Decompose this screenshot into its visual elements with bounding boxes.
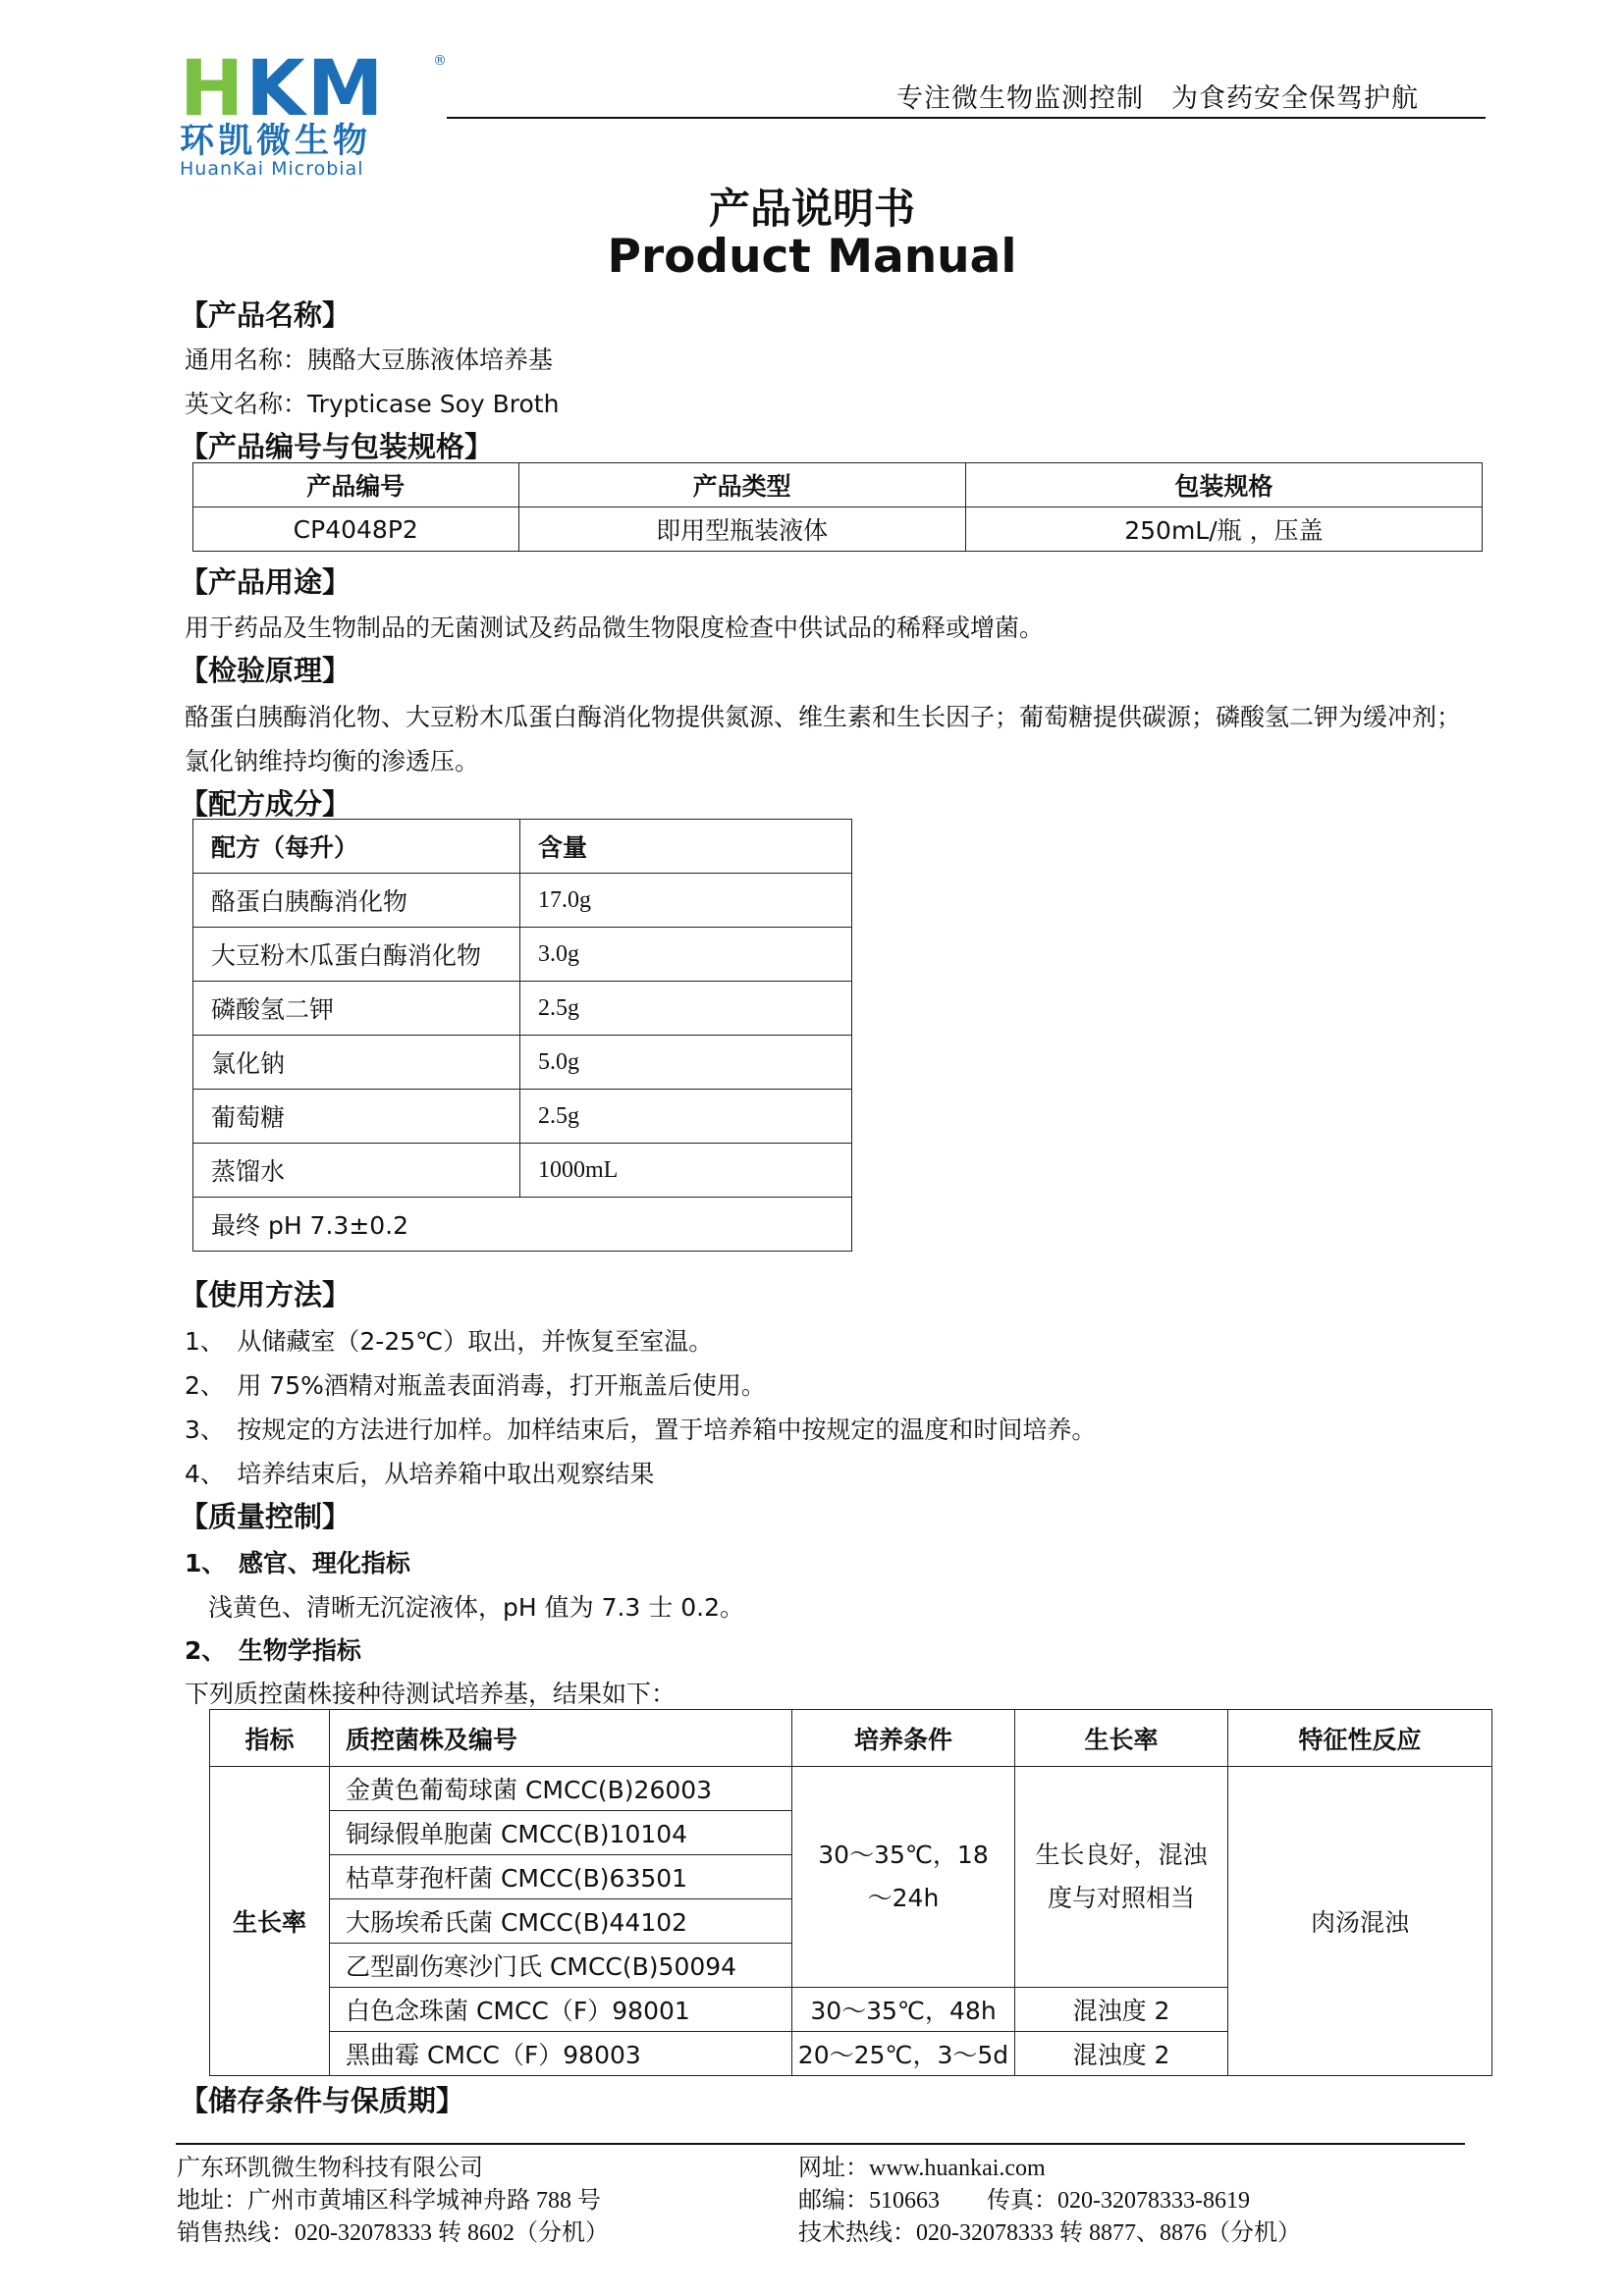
sensory-title: 1、 感官、理化指标 — [185, 1549, 410, 1577]
section-packaging: 【产品编号与包装规格】 — [180, 430, 494, 463]
method-step: 4、 培养结束后，从培养箱中取出观察结果 — [185, 1460, 655, 1488]
strain: 乙型副伤寒沙门氏 CMCC(B)50094 — [330, 1944, 792, 1988]
amount: 5.0g — [520, 1036, 852, 1090]
ingredient: 葡萄糖 — [193, 1090, 520, 1144]
growth-rate: 生长良好，混浊度与对照相当 — [1015, 1767, 1228, 1988]
title-english: Product Manual — [607, 230, 1017, 284]
ingredient: 氯化钠 — [193, 1036, 520, 1090]
english-name: 英文名称：Trypticase Soy Broth — [185, 390, 560, 418]
table-row — [193, 928, 852, 982]
logo-english-name: HuanKai Microbial — [180, 158, 364, 180]
amount: 2.5g — [520, 1090, 852, 1144]
title-chinese: 产品说明书 — [708, 185, 915, 233]
method-step: 1、 从储藏室（2-25℃）取出，并恢复至室温。 — [185, 1327, 714, 1356]
principle-line: 氯化钠维持均衡的渗透压。 — [185, 747, 480, 775]
growth-rate: 混浊度 2 — [1015, 2032, 1228, 2076]
footer-website: 网址：www.huankai.com — [798, 2156, 1046, 2181]
table-row — [193, 507, 1483, 552]
amount: 17.0g — [520, 874, 852, 928]
footer-company: 广东环凯微生物科技有限公司 — [177, 2156, 483, 2181]
footer-postcode-fax: 邮编：510663 传真：020-32078333-8619 — [798, 2188, 1250, 2214]
table-row — [193, 1198, 852, 1252]
sensory-text: 浅黄色、清晰无沉淀液体，pH 值为 7.3 士 0.2。 — [208, 1593, 744, 1622]
common-name: 通用名称：胰酪大豆胨液体培养基 — [185, 346, 554, 374]
section-principle: 【检验原理】 — [180, 654, 352, 687]
table-header: 质控菌株及编号 — [330, 1710, 792, 1767]
logo-chinese-name: 环凯微生物 — [180, 122, 372, 161]
strain: 金黄色葡萄球菌 CMCC(B)26003 — [330, 1767, 792, 1811]
table-header: 产品编号 — [193, 463, 519, 507]
section-usage: 【产品用途】 — [180, 565, 352, 599]
footer-divider — [176, 2143, 1465, 2145]
company-logo — [180, 45, 447, 180]
strain: 铜绿假单胞菌 CMCC(B)10104 — [330, 1811, 792, 1855]
table-header: 产品类型 — [518, 463, 965, 507]
packaging-table — [192, 462, 1483, 552]
culture-condition: 30～35℃，18～24h — [792, 1767, 1015, 1988]
product-code: CP4048P2 — [193, 507, 519, 552]
amount: 1000mL — [520, 1144, 852, 1198]
ingredient: 大豆粉木瓜蛋白酶消化物 — [193, 928, 520, 982]
method-step: 3、 按规定的方法进行加样。加样结束后，置于培养箱中按规定的温度和时间培养。 — [185, 1415, 1097, 1444]
table-row — [193, 982, 852, 1036]
ingredient: 磷酸氢二钾 — [193, 982, 520, 1036]
table-header: 配方（每升） — [193, 820, 520, 874]
amount: 2.5g — [520, 982, 852, 1036]
table-header: 指标 — [210, 1710, 330, 1767]
ingredient: 酪蛋白胰酶消化物 — [193, 874, 520, 928]
culture-condition: 30～35℃，48h — [792, 1988, 1015, 2032]
table-row — [210, 1767, 1492, 1811]
strain: 大肠埃希氏菌 CMCC(B)44102 — [330, 1899, 792, 1944]
amount: 3.0g — [520, 928, 852, 982]
section-quality: 【质量控制】 — [180, 1500, 352, 1533]
section-formula: 【配方成分】 — [180, 787, 352, 821]
characteristic-reaction: 肉汤混浊 — [1228, 1767, 1492, 2076]
table-header: 含量 — [520, 820, 852, 874]
table-header: 生长率 — [1015, 1710, 1228, 1767]
table-header: 特征性反应 — [1228, 1710, 1492, 1767]
table-row — [193, 1036, 852, 1090]
final-ph: 最终 pH 7.3±0.2 — [193, 1198, 852, 1252]
bio-intro: 下列质控菌株接种待测试培养基，结果如下： — [185, 1680, 677, 1708]
footer-address: 地址：广州市黄埔区科学城神舟路 788 号 — [177, 2188, 601, 2214]
ingredient: 蒸馏水 — [193, 1144, 520, 1198]
table-row — [193, 1090, 852, 1144]
package-spec: 250mL/瓶 ，压盖 — [965, 507, 1482, 552]
growth-rate: 混浊度 2 — [1015, 1988, 1228, 2032]
culture-condition: 20～25℃，3～5d — [792, 2032, 1015, 2076]
logo-mark: HKM — [180, 45, 386, 133]
footer-tech-hotline: 技术热线：020-32078333 转 8877、8876（分机） — [798, 2220, 1301, 2246]
usage-text: 用于药品及生物制品的无菌测试及药品微生物限度检查中供试品的稀释或增菌。 — [185, 614, 1045, 642]
principle-line: 酪蛋白胰酶消化物、大豆粉木瓜蛋白酶消化物提供氮源、维生素和生长因子；葡萄糖提供碳源；磷酸氢二钾为缓冲剂； — [185, 703, 1462, 731]
logo-registered-mark: ® — [433, 53, 447, 69]
formula-table — [192, 819, 852, 1252]
table-row — [193, 1144, 852, 1198]
strain: 枯草芽孢杆菌 CMCC(B)63501 — [330, 1855, 792, 1899]
qc-table — [209, 1709, 1492, 2076]
strain: 白色念珠菌 CMCC（F）98001 — [330, 1988, 792, 2032]
header-divider — [447, 117, 1486, 119]
section-product-name: 【产品名称】 — [180, 298, 352, 332]
section-storage: 【储存条件与保质期】 — [180, 2084, 465, 2117]
table-row — [193, 874, 852, 928]
product-type: 即用型瓶装液体 — [518, 507, 965, 552]
footer-sales-hotline: 销售热线：020-32078333 转 8602（分机） — [177, 2220, 609, 2246]
strain: 黑曲霉 CMCC（F）98003 — [330, 2032, 792, 2076]
indicator-cell: 生长率 — [210, 1767, 330, 2076]
bio-title: 2、 生物学指标 — [185, 1636, 361, 1665]
table-header: 培养条件 — [792, 1710, 1015, 1767]
table-header: 包装规格 — [965, 463, 1482, 507]
section-method: 【使用方法】 — [180, 1278, 352, 1311]
method-step: 2、 用 75%酒精对瓶盖表面消毒，打开瓶盖后使用。 — [185, 1371, 766, 1400]
header-slogan: 专注微生物监测控制 为食药安全保驾护航 — [896, 83, 1419, 114]
